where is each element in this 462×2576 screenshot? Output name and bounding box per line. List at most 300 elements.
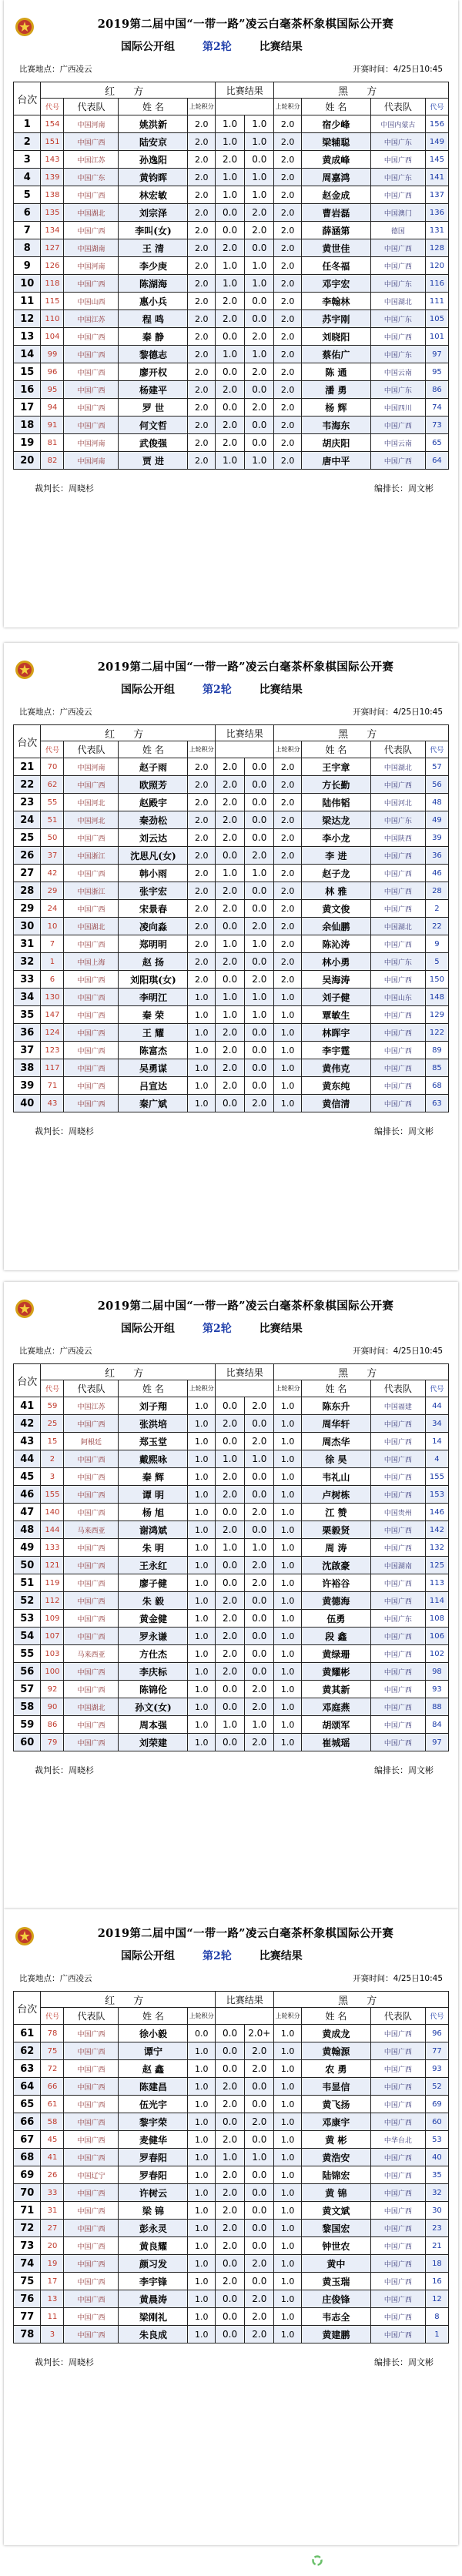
black-code: 85 <box>425 1059 448 1077</box>
red-result: 1.0 <box>215 186 244 204</box>
red-result: 1.0 <box>215 133 244 151</box>
black-player-name: 黎国宏 <box>301 2220 370 2237</box>
col-black-upper-score: 上轮积分 <box>274 2008 301 2025</box>
black-team: 中国澳门 <box>370 204 425 222</box>
table-row <box>14 847 449 865</box>
black-result: 0.0 <box>245 1042 274 1059</box>
red-team: 中国广西 <box>64 275 119 293</box>
table-row <box>14 1716 449 1734</box>
black-player-name: 胡颂军 <box>301 1716 370 1734</box>
black-result: 2.0 <box>245 971 274 989</box>
black-team: 中国广东 <box>370 169 425 186</box>
table-row <box>14 1539 449 1557</box>
table-no: 32 <box>14 953 41 971</box>
black-result: 0.0 <box>245 2237 274 2255</box>
red-player-name: 周本强 <box>119 1716 188 1734</box>
black-team: 中国广西 <box>370 151 425 169</box>
black-player-name: 周 涛 <box>301 1539 370 1557</box>
start-date: 4/25日10:45 <box>393 708 443 717</box>
start-label: 开赛时间： <box>353 1974 393 1983</box>
group-name: 国际公开组 <box>121 1323 175 1335</box>
black-team: 中国福建 <box>370 1397 425 1415</box>
black-player-name: 黄玉瑞 <box>301 2273 370 2290</box>
black-result: 1.0 <box>245 1450 274 1468</box>
black-code: 5 <box>425 953 448 971</box>
red-team: 中国广西 <box>64 1504 119 1521</box>
table-row <box>14 1077 449 1095</box>
black-prev-score: 1.0 <box>274 1433 301 1450</box>
red-prev-score: 1.0 <box>188 2042 216 2060</box>
col-black-side: 黑 方 <box>274 82 449 99</box>
red-result: 2.0 <box>215 794 244 811</box>
red-team: 中国广西 <box>64 2131 119 2149</box>
red-result: 0.0 <box>215 363 244 381</box>
col-results: 比赛结果 <box>215 725 273 741</box>
red-prev-score: 2.0 <box>188 758 216 776</box>
red-prev-score: 2.0 <box>188 293 216 310</box>
black-code: 142 <box>425 1521 448 1539</box>
sheet-footer <box>13 1112 449 1149</box>
black-code: 89 <box>425 1042 448 1059</box>
black-code: 34 <box>425 1415 448 1433</box>
start-date: 4/25日10:45 <box>393 1974 443 1983</box>
black-player-name: 韦海东 <box>301 417 370 434</box>
col-black-name: 姓 名 <box>301 1380 370 1397</box>
black-team: 中国广西 <box>370 1095 425 1112</box>
table-row <box>14 1610 449 1628</box>
table-no: 28 <box>14 882 41 900</box>
table-row <box>14 1645 449 1663</box>
red-player-name: 何文哲 <box>119 417 188 434</box>
red-player-name: 许树云 <box>119 2184 188 2202</box>
table-row <box>14 239 449 257</box>
venue-text: 比赛地点：广西凌云 <box>19 1974 92 1983</box>
black-prev-score: 2.0 <box>274 918 301 935</box>
red-player-name: 颜习发 <box>119 2255 188 2273</box>
black-player-name: 杨 辉 <box>301 399 370 417</box>
red-player-name: 彭永灵 <box>119 2220 188 2237</box>
table-no: 61 <box>14 2025 41 2042</box>
red-result: 1.0 <box>215 1450 244 1468</box>
red-team: 中国广西 <box>64 1415 119 1433</box>
red-result: 2.0 <box>215 2184 244 2202</box>
black-result: 0.0 <box>245 776 274 794</box>
red-code: 75 <box>41 2042 64 2060</box>
red-player-name: 秦广斌 <box>119 1095 188 1112</box>
red-player-name: 秦 荣 <box>119 1006 188 1024</box>
black-prev-score: 2.0 <box>274 346 301 363</box>
start-time <box>353 63 443 75</box>
black-prev-score: 2.0 <box>274 900 301 918</box>
col-red-side: 红 方 <box>41 1992 216 2008</box>
table-no: 31 <box>14 935 41 953</box>
result-sheet <box>4 1909 458 2545</box>
black-result: 2.0 <box>245 2255 274 2273</box>
table-row <box>14 1663 449 1681</box>
start-date: 4/25日10:45 <box>393 1347 443 1356</box>
red-result: 2.0 <box>215 811 244 829</box>
black-code: 77 <box>425 2042 448 2060</box>
black-team: 中国广西 <box>370 417 425 434</box>
red-prev-score: 1.0 <box>188 2113 216 2131</box>
red-team: 中国广西 <box>64 1557 119 1574</box>
red-result: 0.0 <box>215 2326 244 2343</box>
red-team: 中国广东 <box>64 169 119 186</box>
black-player-name: 黄其新 <box>301 1681 370 1698</box>
col-red-name: 姓 名 <box>119 741 188 758</box>
table-no: 24 <box>14 811 41 829</box>
red-code: 81 <box>41 434 64 452</box>
red-player-name: 黎宇荣 <box>119 2113 188 2131</box>
red-prev-score: 2.0 <box>188 865 216 882</box>
black-result: 0.0 <box>245 829 274 847</box>
black-code: 2 <box>425 900 448 918</box>
red-result: 0.0 <box>215 1574 244 1592</box>
black-player-name: 黄 锦 <box>301 2184 370 2202</box>
red-code: 19 <box>41 2255 64 2273</box>
table-row <box>14 1698 449 1716</box>
black-prev-score: 1.0 <box>274 1734 301 1751</box>
table-no: 66 <box>14 2113 41 2131</box>
black-team: 中国广西 <box>370 2308 425 2326</box>
red-prev-score: 2.0 <box>188 953 216 971</box>
red-team: 中国广西 <box>64 2220 119 2237</box>
red-team: 中国广西 <box>64 2326 119 2343</box>
table-no: 49 <box>14 1539 41 1557</box>
black-team: 中国广西 <box>370 2255 425 2273</box>
red-team: 中国广西 <box>64 2025 119 2042</box>
table-row <box>14 2202 449 2220</box>
table-row <box>14 953 449 971</box>
black-team: 中国广西 <box>370 865 425 882</box>
black-result: 1.0 <box>245 275 274 293</box>
black-result: 0.0 <box>245 2184 274 2202</box>
red-player-name: 伍光宇 <box>119 2096 188 2113</box>
black-prev-score: 1.0 <box>274 2184 301 2202</box>
black-player-name: 梁辅聪 <box>301 133 370 151</box>
results-table <box>13 1363 449 1751</box>
black-code: 113 <box>425 1574 448 1592</box>
table-no: 52 <box>14 1592 41 1610</box>
red-player-name: 王 耀 <box>119 1024 188 1042</box>
black-prev-score: 2.0 <box>274 452 301 470</box>
black-player-name: 黄文俊 <box>301 900 370 918</box>
red-player-name: 朱 毅 <box>119 1592 188 1610</box>
col-black-upper-score: 上轮积分 <box>274 741 301 758</box>
red-prev-score: 2.0 <box>188 133 216 151</box>
red-code: 50 <box>41 829 64 847</box>
table-no: 25 <box>14 829 41 847</box>
black-team: 中国广东 <box>370 1610 425 1628</box>
table-no: 67 <box>14 2131 41 2149</box>
black-result: 0.0 <box>245 1468 274 1486</box>
red-player-name: 吴勇谋 <box>119 1059 188 1077</box>
table-no: 8 <box>14 239 41 257</box>
col-red-code: 代号 <box>41 741 64 758</box>
black-prev-score: 2.0 <box>274 971 301 989</box>
red-code: 17 <box>41 2273 64 2290</box>
black-team: 中国广西 <box>370 1574 425 1592</box>
table-no: 34 <box>14 989 41 1006</box>
black-prev-score: 2.0 <box>274 381 301 399</box>
start-date: 4/25日10:45 <box>393 65 443 74</box>
red-code: 25 <box>41 1415 64 1433</box>
table-no: 4 <box>14 169 41 186</box>
black-player-name: 周嘉鸿 <box>301 169 370 186</box>
table-row <box>14 2060 449 2078</box>
table-no: 30 <box>14 918 41 935</box>
red-prev-score: 1.0 <box>188 1645 216 1663</box>
red-team: 中国广西 <box>64 2060 119 2078</box>
red-team: 中国广西 <box>64 865 119 882</box>
black-prev-score: 2.0 <box>274 829 301 847</box>
red-result: 2.0 <box>215 1592 244 1610</box>
table-row <box>14 2166 449 2184</box>
black-player-name: 宿少峰 <box>301 115 370 133</box>
red-player-name: 惠小兵 <box>119 293 188 310</box>
red-code: 31 <box>41 2202 64 2220</box>
red-team: 中国湖北 <box>64 1698 119 1716</box>
black-player-name: 黄翰源 <box>301 2042 370 2060</box>
chief-arranger: 编排长：周文彬 <box>374 1126 434 1136</box>
black-player-name: 陈沁涛 <box>301 935 370 953</box>
black-team: 中国广西 <box>370 1059 425 1077</box>
red-team: 中国广西 <box>64 1077 119 1095</box>
black-prev-score: 2.0 <box>274 794 301 811</box>
table-no: 77 <box>14 2308 41 2326</box>
red-result: 2.0 <box>215 1415 244 1433</box>
table-no: 23 <box>14 794 41 811</box>
red-prev-score: 2.0 <box>188 417 216 434</box>
red-team: 中国广西 <box>64 2184 119 2202</box>
red-prev-score: 1.0 <box>188 1539 216 1557</box>
black-result: 2.0 <box>245 1574 274 1592</box>
red-team: 中国广西 <box>64 1574 119 1592</box>
black-player-name: 王宇章 <box>301 758 370 776</box>
black-team: 中国广西 <box>370 2184 425 2202</box>
red-team: 中国广西 <box>64 186 119 204</box>
black-team: 中国广西 <box>370 935 425 953</box>
table-no: 29 <box>14 900 41 918</box>
red-player-name: 罗永谦 <box>119 1628 188 1645</box>
chief-arranger: 编排长：周文彬 <box>374 2357 434 2367</box>
black-code: 111 <box>425 293 448 310</box>
table-no: 35 <box>14 1006 41 1024</box>
col-red-side: 红 方 <box>41 1364 216 1380</box>
red-player-name: 李宇锋 <box>119 2273 188 2290</box>
red-code: 6 <box>41 971 64 989</box>
table-no: 54 <box>14 1628 41 1645</box>
red-prev-score: 2.0 <box>188 169 216 186</box>
red-result: 0.0 <box>215 2113 244 2131</box>
black-prev-score: 1.0 <box>274 1698 301 1716</box>
col-black-upper-score: 上轮积分 <box>274 99 301 115</box>
red-prev-score: 1.0 <box>188 1077 216 1095</box>
black-code: 21 <box>425 2237 448 2255</box>
red-player-name: 黄金健 <box>119 1610 188 1628</box>
black-team: 中国广西 <box>370 2220 425 2237</box>
col-red-code: 代号 <box>41 2008 64 2025</box>
col-red-team: 代表队 <box>64 99 119 115</box>
table-row <box>14 2255 449 2273</box>
table-row <box>14 399 449 417</box>
red-player-name: 宋景春 <box>119 900 188 918</box>
red-code: 45 <box>41 2131 64 2149</box>
black-player-name: 江 赞 <box>301 1504 370 1521</box>
col-red-team: 代表队 <box>64 741 119 758</box>
red-prev-score: 2.0 <box>188 918 216 935</box>
table-row <box>14 1557 449 1574</box>
red-prev-score: 1.0 <box>188 2273 216 2290</box>
red-player-name: 谭宁 <box>119 2042 188 2060</box>
red-team: 中国广西 <box>64 1681 119 1698</box>
red-team: 中国广西 <box>64 1592 119 1610</box>
black-prev-score: 2.0 <box>274 847 301 865</box>
red-prev-score: 2.0 <box>188 151 216 169</box>
red-result: 0.0 <box>215 1734 244 1751</box>
red-player-name: 武俊强 <box>119 434 188 452</box>
result-label: 比赛结果 <box>259 684 303 696</box>
red-code: 126 <box>41 257 64 275</box>
black-team: 中国广西 <box>370 239 425 257</box>
table-row <box>14 776 449 794</box>
red-player-name: 秦 静 <box>119 328 188 346</box>
black-code: 69 <box>425 2096 448 2113</box>
red-player-name: 赵殿宇 <box>119 794 188 811</box>
red-prev-score: 2.0 <box>188 935 216 953</box>
black-team: 中国广西 <box>370 1468 425 1486</box>
black-result: 1.0 <box>245 989 274 1006</box>
red-result: 0.0 <box>215 2042 244 2060</box>
red-prev-score: 2.0 <box>188 452 216 470</box>
red-player-name: 韩小雨 <box>119 865 188 882</box>
black-prev-score: 1.0 <box>274 2237 301 2255</box>
red-result: 0.0 <box>215 2308 244 2326</box>
venue-text: 比赛地点：广西凌云 <box>19 708 92 717</box>
red-prev-score: 2.0 <box>188 115 216 133</box>
red-result: 1.0 <box>215 2149 244 2166</box>
black-code: 156 <box>425 115 448 133</box>
black-prev-score: 1.0 <box>274 1681 301 1698</box>
table-row <box>14 1433 449 1450</box>
table-row <box>14 452 449 470</box>
black-team: 中国广西 <box>370 328 425 346</box>
black-prev-score: 1.0 <box>274 1663 301 1681</box>
red-prev-score: 1.0 <box>188 1734 216 1751</box>
black-player-name: 苏宇刚 <box>301 310 370 328</box>
round-subtitle <box>121 1320 303 1336</box>
table-row <box>14 186 449 204</box>
black-code: 64 <box>425 452 448 470</box>
black-team: 中国广西 <box>370 1006 425 1024</box>
black-prev-score: 1.0 <box>274 1077 301 1095</box>
red-result: 2.0 <box>215 1663 244 1681</box>
start-label: 开赛时间： <box>353 708 393 717</box>
result-sheet <box>4 643 458 1270</box>
black-result: 0.0 <box>245 1521 274 1539</box>
black-player-name: 蔡佑广 <box>301 346 370 363</box>
red-prev-score: 1.0 <box>188 1557 216 1574</box>
red-code: 109 <box>41 1610 64 1628</box>
red-player-name: 凌向淼 <box>119 918 188 935</box>
red-code: 124 <box>41 1024 64 1042</box>
red-prev-score: 2.0 <box>188 239 216 257</box>
black-prev-score: 1.0 <box>274 1521 301 1539</box>
red-code: 110 <box>41 310 64 328</box>
black-prev-score: 2.0 <box>274 865 301 882</box>
col-table-no: 台次 <box>14 1992 41 2025</box>
red-player-name: 廖开权 <box>119 363 188 381</box>
black-result: 1.0 <box>245 1539 274 1557</box>
red-result: 1.0 <box>215 115 244 133</box>
black-prev-score: 2.0 <box>274 434 301 452</box>
red-player-name: 谢鸿斌 <box>119 1521 188 1539</box>
red-player-name: 张宇宏 <box>119 882 188 900</box>
black-team: 中国广西 <box>370 900 425 918</box>
black-code: 102 <box>425 1645 448 1663</box>
red-prev-score: 1.0 <box>188 2166 216 2184</box>
red-result: 0.0 <box>215 918 244 935</box>
red-prev-score: 1.0 <box>188 2149 216 2166</box>
col-black-side: 黑 方 <box>274 1364 449 1380</box>
table-row <box>14 169 449 186</box>
table-row <box>14 1486 449 1504</box>
red-prev-score: 1.0 <box>188 1468 216 1486</box>
table-row <box>14 2096 449 2113</box>
black-code: 30 <box>425 2202 448 2220</box>
table-no: 39 <box>14 1077 41 1095</box>
black-team: 中国广西 <box>370 1450 425 1468</box>
red-team: 中国广西 <box>64 1042 119 1059</box>
black-player-name: 黄飞扬 <box>301 2096 370 2113</box>
black-team: 中国广西 <box>370 1521 425 1539</box>
black-team: 中国广东 <box>370 346 425 363</box>
red-result: 2.0 <box>215 1628 244 1645</box>
red-prev-score: 1.0 <box>188 1716 216 1734</box>
red-prev-score: 1.0 <box>188 2078 216 2096</box>
red-code: 61 <box>41 2096 64 2113</box>
black-team: 中国广西 <box>370 2149 425 2166</box>
black-team: 中华台北 <box>370 2131 425 2149</box>
sheet-header <box>13 1293 449 1363</box>
red-result: 2.0 <box>215 758 244 776</box>
black-prev-score: 2.0 <box>274 133 301 151</box>
black-result: 1.0 <box>245 257 274 275</box>
red-result: 2.0 <box>215 1610 244 1628</box>
red-team: 中国湖北 <box>64 204 119 222</box>
red-code: 118 <box>41 275 64 293</box>
red-code: 79 <box>41 1734 64 1751</box>
red-team: 中国广西 <box>64 1734 119 1751</box>
red-player-name: 刘宗泽 <box>119 204 188 222</box>
red-result: 2.0 <box>215 1468 244 1486</box>
red-code: 103 <box>41 1645 64 1663</box>
table-no: 14 <box>14 346 41 363</box>
red-team: 中国广西 <box>64 381 119 399</box>
table-row <box>14 2220 449 2237</box>
red-code: 90 <box>41 1698 64 1716</box>
table-row <box>14 1734 449 1751</box>
black-team: 中国广西 <box>370 452 425 470</box>
black-team: 中国广西 <box>370 776 425 794</box>
table-row <box>14 2113 449 2131</box>
col-black-name: 姓 名 <box>301 741 370 758</box>
black-code: 48 <box>425 794 448 811</box>
black-prev-score: 1.0 <box>274 989 301 1006</box>
table-row <box>14 2308 449 2326</box>
chief-arranger: 编排长：周文彬 <box>374 1765 434 1775</box>
black-prev-score: 1.0 <box>274 1397 301 1415</box>
